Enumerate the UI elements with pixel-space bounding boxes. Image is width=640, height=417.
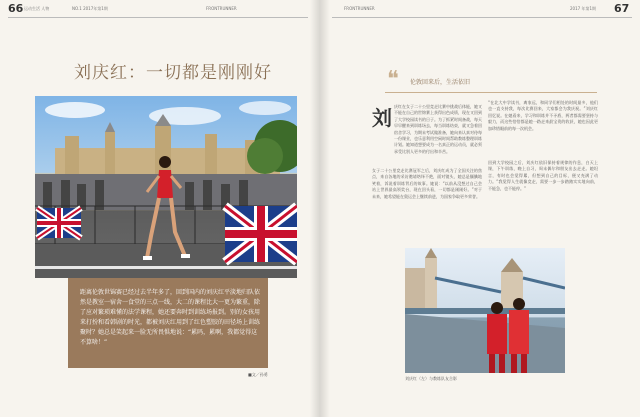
race-photo — [35, 96, 297, 278]
body-column-2: 女子二十公里竞走比赛冠军之后，刘庆红成为了全国关注的焦点，来自各地的采访邀请络绎不绝，面对镜头，她总是腼腆地笑着，诉说着训练背后的故事。她说：“以前从没想过自己会站上世界最高领奖台，现在回头看，一切都是刚刚好。”对于未来，她希望能在奥运会上继续前进，为国家争取更多荣誉。 — [372, 168, 482, 199]
body-column-1: 庆红在女子二十公里竞走比赛中挑战后体能，她又不能在自己的世锦赛上获得出色成绩，现在又回到了大学校园读书的日子。为了抓紧时间备战，每天早早醒来到训练场去，每当训练结束，就又急着回宿舍学习，为期末考试做准备，她向来认真对待每一份课业，也乐意利用空闲时间帮助教练整理训练计划。她知道想要成为一名真正的运动员，就必须承受比别人更多的付出和辛苦。 — [394, 104, 482, 154]
right-header-rule — [332, 17, 632, 18]
quote-mark-icon: ❝ — [387, 67, 399, 92]
left-header-rule — [8, 17, 308, 18]
bridge-photo — [405, 248, 565, 373]
spread-gutter — [310, 0, 330, 417]
race-photo-illustration — [35, 96, 297, 278]
right-page-number: 67 — [614, 2, 630, 15]
pull-quote-rule — [385, 92, 597, 93]
left-magazine-name: 运动生活 人物 — [24, 6, 50, 11]
union-flag-right — [225, 206, 297, 262]
article-title: 刘庆红：一切都是刚刚好 — [74, 63, 272, 83]
bridge-photo-illustration — [405, 248, 565, 373]
right-issue: 2017 年第1期 — [570, 6, 596, 11]
right-section-label: FRONTRUNNER — [344, 6, 375, 11]
pull-quote: 伦敦回来后，生活依旧 — [410, 79, 471, 86]
photo-credit: ■文／孙勇 — [248, 372, 268, 377]
left-issue: NO.1 2017年第1期 — [72, 6, 108, 11]
drop-cap: 刘 — [372, 106, 392, 130]
article-intro: 距离伦敦世锦赛已经过去半年多了，回到国内的刘庆红平淡地归队依然是教室一宿舍一食堂的三点一线，大二的课程比大一更为繁重，除了应对繁琐难懂的法学课程，她还要奔时到训练场报到。别的女孩用来打扮和看韩剧的时光，都被刘庆红用到了红色塑胶的田径场上训练聚时？她总是笑起来一脸无所畏惧地说：“累吗，累啊，我都觉得这不算啥！” — [68, 278, 268, 368]
union-flag-left — [37, 208, 81, 238]
body-column-4: 回到大学校园之后，刘庆红依旧保持着规律的作息，白天上课，下午训练，晚上自习，周末偶尔和朋友出去走走。她坦言，有时也会觉得累，但想到自己的目标，便又充满了动力。“我觉得人生就像竞走，需要一步一步踏踏实实地向前，不能急，也不能停。” — [488, 160, 598, 191]
left-section-label: FRONTRUNNER — [206, 6, 237, 11]
body-column-3: “在北大中学读书，离家远，和同学们相处的时间最多，他们也一直支持我，每次比赛回来，大家都会为我庆祝。”刘庆红回忆说。在她看来，学习和训练并不矛盾，两者都需要坚持与毅力，而这些恰恰都是她一路走来最宝贵的收获，她也因此更加珍惜眼前的每一次机会。 — [488, 100, 598, 131]
bridge-photo-caption: 刘庆红（左）与教练队友合影 — [405, 376, 457, 381]
left-page-number: 66 — [8, 2, 24, 15]
